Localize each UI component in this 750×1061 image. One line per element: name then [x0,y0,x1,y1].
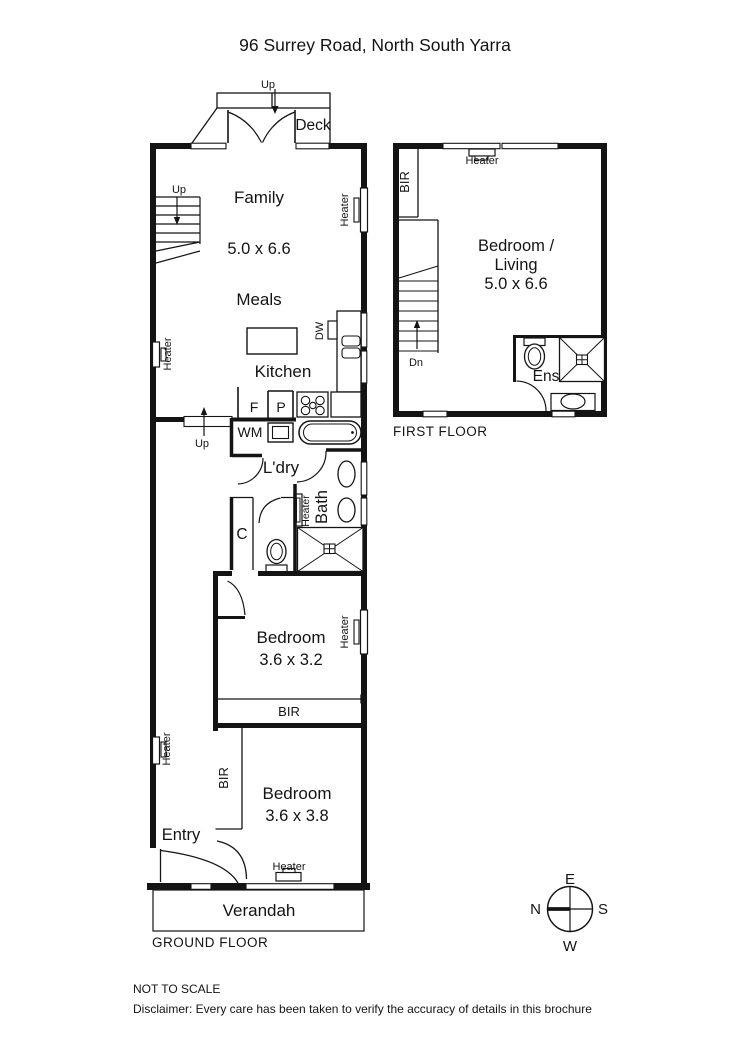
compass-s: S [598,901,609,918]
window [191,143,226,149]
ground-floor-plan [147,79,370,950]
heater-icon [361,610,368,654]
footer-notes [133,982,592,1016]
compass-w: W [562,938,578,955]
entry-label: Entry [161,826,201,844]
burner-icon [316,406,324,414]
french-door-panels [228,110,295,143]
deck-label: Deck [295,117,331,134]
basin [338,461,355,487]
bir-label: BIR [397,171,412,193]
stair-treads [399,266,438,351]
deck-up-arrow-head [272,106,279,114]
bedroom1-label: Bedroom [256,628,326,647]
bathtub-inner [304,424,357,441]
bath-door-arc [297,451,326,482]
basin [338,498,355,522]
cupboard-label: C [236,526,248,543]
toilet-bowl-inner [271,543,283,559]
verandah-label: Verandah [222,901,296,920]
wc-door-arc [259,498,281,523]
bedroom2-walls [161,728,247,883]
fridge-label: F [249,399,259,415]
bath-label: Bath [313,490,331,524]
heater-icon [153,342,160,367]
island-bench [247,328,297,354]
ground-floor-label: GROUND FLOOR [152,935,269,950]
burner-icon [310,402,316,408]
kitchen-label: Kitchen [254,362,312,381]
disclaimer-text: Disclaimer: Every care has been taken to verify the accuracy of details in this brochure [133,1002,592,1016]
hall-up-label: Up [194,438,210,450]
first-floor-label: FIRST FLOOR [393,424,488,439]
heater-label: Heater [300,495,312,527]
family-up-label: Up [171,184,187,196]
page-title: 96 Surrey Road, North South Yarra [239,35,511,55]
deck-structure [192,89,330,143]
heater-icon [276,873,301,882]
bedroom2-dims: 3.6 x 3.8 [265,807,329,825]
compass-n: N [530,901,541,918]
dishwasher-label: DW [314,321,326,341]
bir-line [217,695,361,704]
laundry-label: L'dry [262,458,300,477]
family-label: Family [233,188,285,207]
bedroom-living-label-1: Bedroom / [477,237,555,255]
heater-label: Heater [465,155,499,167]
sink-bowl [342,348,360,358]
burner-icon [316,396,324,404]
window [361,313,367,347]
ensuite-door-arc [517,381,547,411]
ensuite-label: Ens [532,368,560,385]
dn-label: Dn [408,357,424,369]
window [423,411,447,417]
basin [561,394,585,409]
window [191,884,211,890]
bedroom2-label: Bedroom [262,784,332,803]
bathtub-drain [351,431,354,434]
deck-steps [217,93,330,108]
bir2-label: BIR [216,767,231,789]
sink-bowl [342,336,360,346]
stairs-up-ground [156,197,200,263]
stair-treads [156,197,200,263]
heater-label: Heater [339,193,351,227]
bir1-label: BIR [278,704,300,719]
toilet-bowl-inner [528,348,540,366]
window [443,143,500,148]
stairs-down-first [399,220,438,353]
bedroom2-door-arc [217,841,247,879]
burner-icon [301,396,309,404]
meals-label: Meals [236,290,282,309]
window [246,884,334,890]
heater-label: Heater [339,615,351,649]
first-floor-plan [393,143,607,439]
bedroom-living-dims: 5.0 x 6.6 [484,275,548,293]
up-arrow-head [201,407,207,415]
heater-icon [361,188,368,232]
dishwasher [328,321,337,339]
window [361,462,367,495]
bedroom-living-label-2: Living [494,256,538,274]
pantry-label: P [276,399,286,415]
stair-outline [399,220,438,353]
kitchen-bench-return [331,392,361,417]
window [361,351,367,383]
heater-icon [153,737,160,764]
heater-icon [354,620,359,644]
window [361,498,367,525]
washing-machine-label: WM [237,424,263,440]
compass-rose [530,871,608,955]
bedroom1-dims: 3.6 x 3.2 [259,651,323,669]
deck-up-label: Up [260,79,276,91]
heater-label: Heater [272,861,306,873]
window [502,143,558,148]
toilet-base [266,565,287,572]
not-to-scale-note: NOT TO SCALE [133,982,221,996]
window [552,411,575,417]
entry-door-arc [161,851,238,884]
heater-label: Heater [161,732,173,766]
burner-icon [301,406,309,414]
french-door-arcs [228,112,295,143]
wall-recess [184,417,232,427]
bedroom1-door-arc [228,581,246,615]
heater-icon [354,198,359,222]
laundry-door-arc [238,458,263,484]
compass-e: E [564,871,576,888]
family-dims: 5.0 x 6.6 [227,240,291,258]
washing-machine-inner [273,427,289,439]
heater-label: Heater [162,337,174,371]
window [296,143,329,149]
